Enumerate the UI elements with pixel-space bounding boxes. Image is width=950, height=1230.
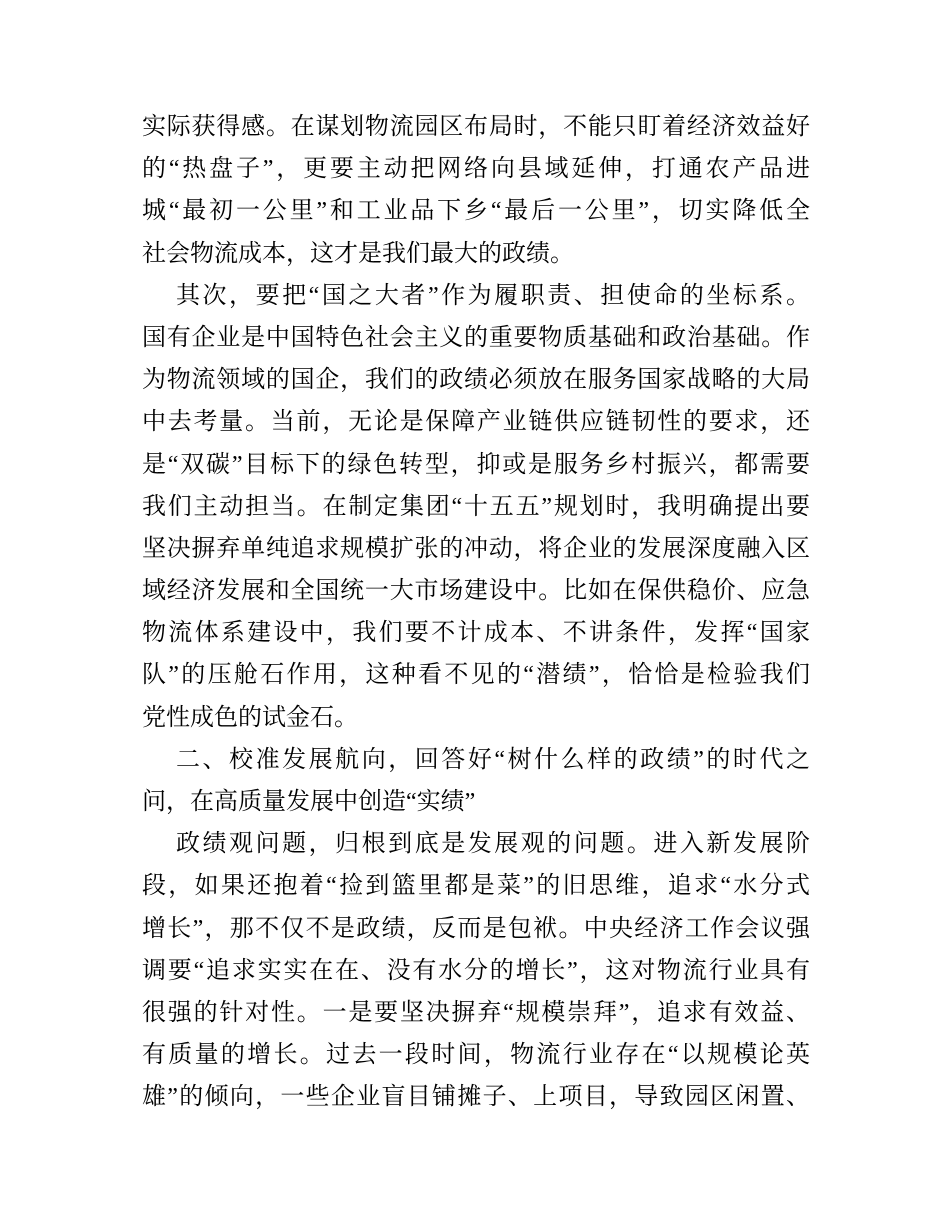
text-line: 调要“追求实实在在、没有水分的增长”，这对物流行业具有	[142, 957, 810, 984]
text-line: 我们主动担当。在制定集团“十五五”规划时，我明确提出要	[142, 493, 810, 520]
text-line: 增长”，那不仅不是政绩，反而是包袱。中央经济工作会议强	[142, 915, 810, 942]
text-line: 社会物流成本，这才是我们最大的政绩。	[142, 240, 574, 267]
paragraph	[142, 106, 810, 275]
paragraph	[142, 275, 810, 739]
text-line: 二、校准发展航向，回答好“树什么样的政绩”的时代之	[176, 746, 810, 773]
text-line: 国有企业是中国特色社会主义的重要物质基础和政治基础。作	[142, 324, 810, 351]
text-line: 的“热盘子”，更要主动把网络向县域延伸，打通农产品进	[142, 156, 810, 183]
text-line: 其次，要把“国之大者”作为履职责、担使命的坐标系。	[176, 282, 810, 309]
text-line: 中去考量。当前，无论是保障产业链供应链韧性的要求，还	[142, 409, 810, 436]
text-line: 城“最初一公里”和工业品下乡“最后一公里”，切实降低全	[142, 198, 810, 225]
text-line: 政绩观问题，归根到底是发展观的问题。进入新发展阶	[176, 831, 810, 858]
text-line: 是“双碳”目标下的绿色转型，抑或是服务乡村振兴，都需要	[142, 451, 810, 478]
text-line: 雄”的倾向，一些企业盲目铺摊子、上项目，导致园区闲置、	[142, 1084, 810, 1111]
text-line: 为物流领域的国企，我们的政绩必须放在服务国家战略的大局	[142, 367, 810, 394]
text-line: 队”的压舱石作用，这种看不见的“潜绩”，恰恰是检验我们	[142, 662, 810, 689]
text-line: 有质量的增长。过去一段时间，物流行业存在“以规模论英	[142, 1042, 810, 1069]
document-body	[142, 106, 810, 1119]
text-line: 坚决摒弃单纯追求规模扩张的冲动，将企业的发展深度融入区	[142, 535, 810, 562]
text-line: 实际获得感。在谋划物流园区布局时，不能只盯着经济效益好	[142, 114, 810, 140]
section-heading	[142, 739, 810, 823]
text-line: 物流体系建设中，我们要不计成本、不讲条件，发挥“国家	[142, 620, 810, 647]
text-line: 域经济发展和全国统一大市场建设中。比如在保供稳价、应急	[142, 578, 810, 605]
text-line: 党性成色的试金石。	[142, 704, 358, 731]
text-line: 很强的针对性。一是要坚决摒弃“规模崇拜”，追求有效益、	[142, 999, 810, 1026]
text-line: 问，在高质量发展中创造“实绩”	[142, 789, 476, 815]
paragraph	[142, 823, 810, 1118]
text-line: 段，如果还抱着“捡到篮里都是菜”的旧思维，追求“水分式	[142, 873, 810, 900]
